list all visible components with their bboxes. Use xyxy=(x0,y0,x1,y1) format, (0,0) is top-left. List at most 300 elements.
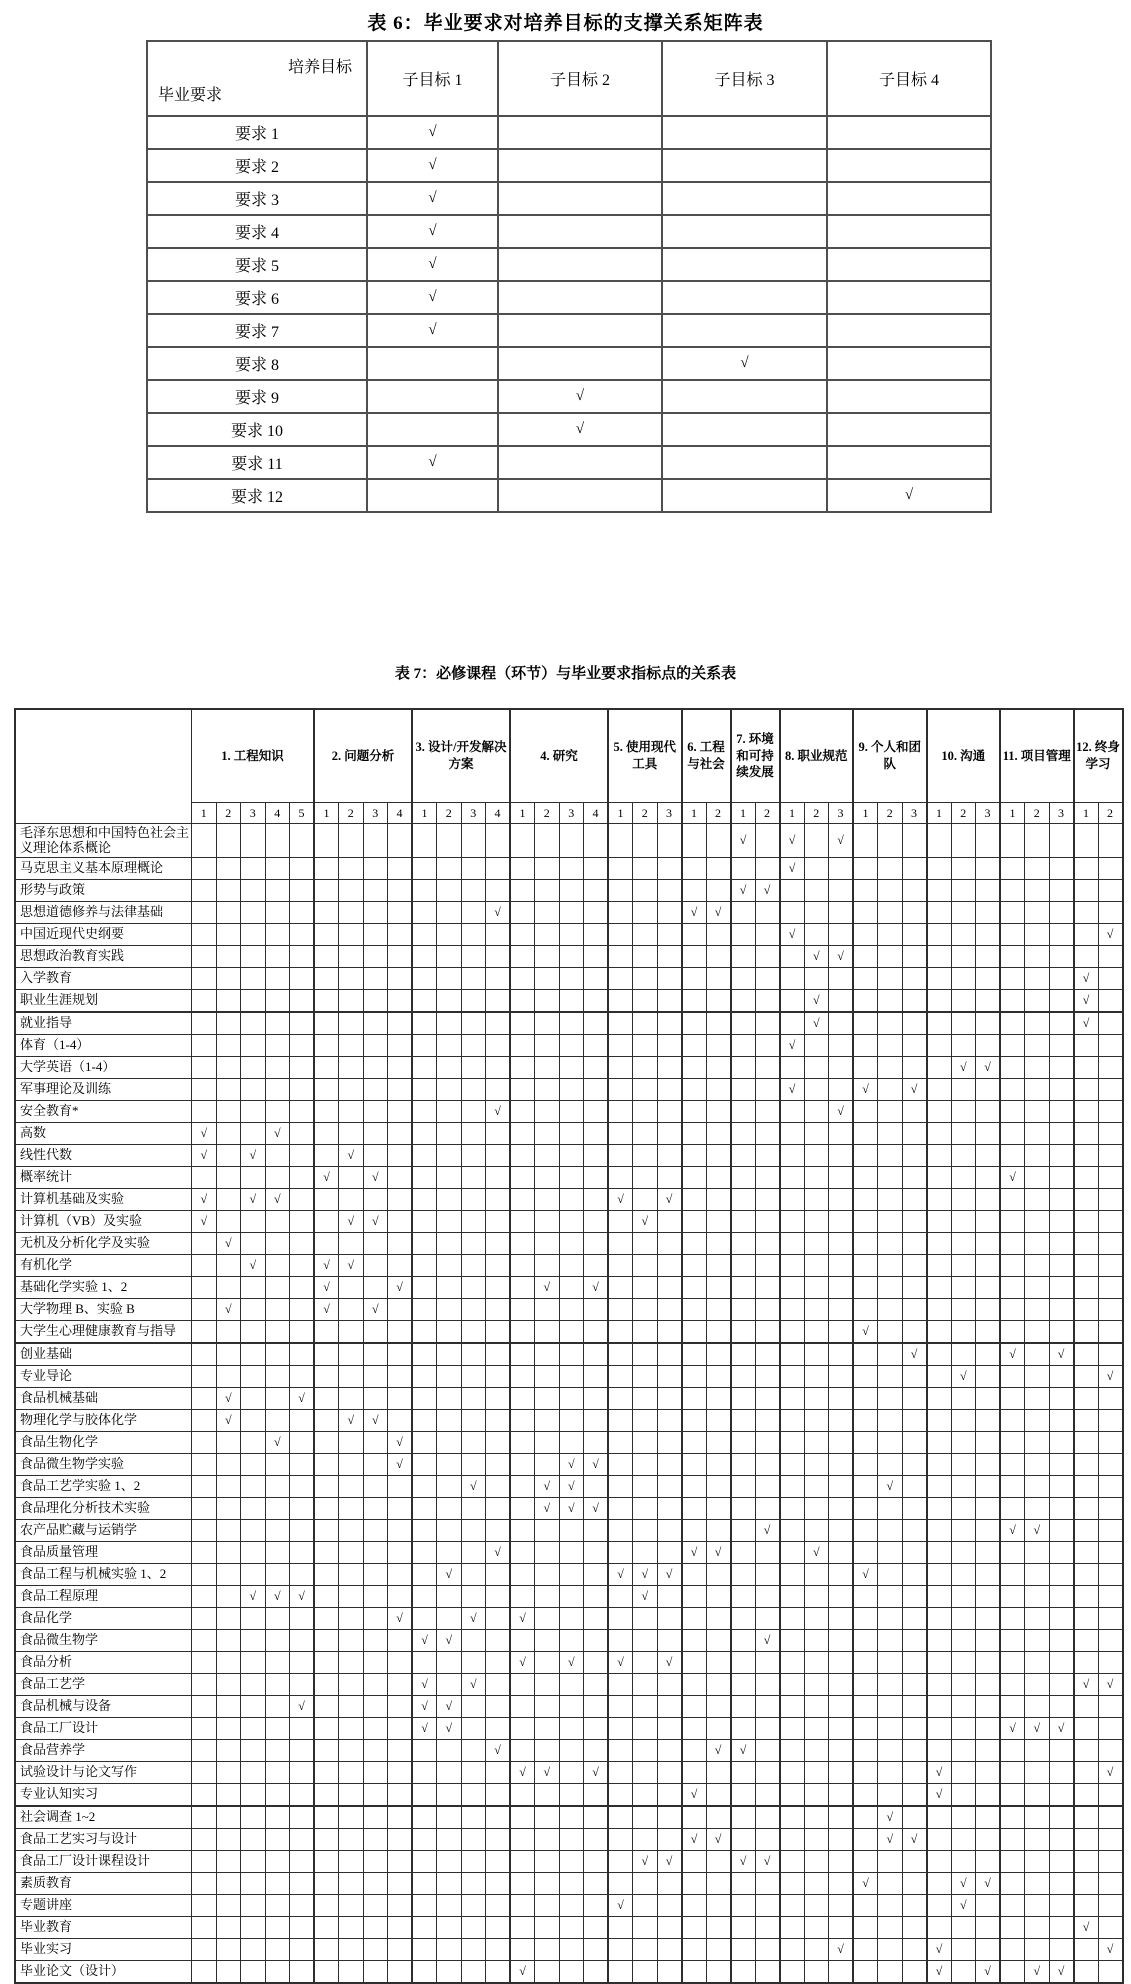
empty-cell xyxy=(804,1916,829,1938)
empty-cell xyxy=(951,1298,976,1320)
empty-cell xyxy=(1000,1960,1025,1983)
empty-cell xyxy=(367,347,498,380)
empty-cell xyxy=(829,1695,854,1717)
empty-cell xyxy=(951,1409,976,1431)
empty-cell xyxy=(878,967,903,989)
group-header: 11. 项目管理 xyxy=(1000,709,1074,803)
empty-cell xyxy=(878,1365,903,1387)
empty-cell xyxy=(731,989,756,1012)
empty-cell xyxy=(1000,879,1025,901)
empty-cell xyxy=(829,1828,854,1850)
empty-cell xyxy=(951,1585,976,1607)
empty-cell xyxy=(265,1629,290,1651)
empty-cell xyxy=(535,1232,560,1254)
empty-cell xyxy=(1000,1188,1025,1210)
empty-cell xyxy=(216,1475,241,1497)
empty-cell xyxy=(657,1695,682,1717)
empty-cell xyxy=(559,1056,584,1078)
table6-row xyxy=(147,281,991,314)
empty-cell xyxy=(584,923,609,945)
empty-cell xyxy=(731,1629,756,1651)
empty-cell xyxy=(731,1409,756,1431)
empty-cell xyxy=(437,1431,462,1453)
subcol-header: 1 xyxy=(192,803,217,824)
empty-cell xyxy=(486,1210,511,1232)
empty-cell xyxy=(388,1254,413,1276)
check-cell: √ xyxy=(662,347,827,380)
empty-cell xyxy=(486,1695,511,1717)
empty-cell xyxy=(265,1056,290,1078)
empty-cell xyxy=(755,1783,780,1806)
check-cell: √ xyxy=(927,1938,952,1960)
empty-cell xyxy=(731,1916,756,1938)
empty-cell xyxy=(657,945,682,967)
empty-cell xyxy=(706,1563,731,1585)
empty-cell xyxy=(853,1100,878,1122)
empty-cell xyxy=(633,1122,658,1144)
empty-cell xyxy=(706,1276,731,1298)
empty-cell xyxy=(388,1695,413,1717)
check-cell: √ xyxy=(216,1232,241,1254)
empty-cell xyxy=(510,1210,535,1232)
empty-cell xyxy=(535,1144,560,1166)
empty-cell xyxy=(902,1034,927,1056)
check-cell: √ xyxy=(437,1629,462,1651)
empty-cell xyxy=(1025,1188,1050,1210)
empty-cell xyxy=(951,1343,976,1366)
empty-cell xyxy=(853,1012,878,1035)
table6-row xyxy=(147,116,991,149)
course-name: 概率统计 xyxy=(15,1166,192,1188)
course-row xyxy=(15,1320,1123,1343)
empty-cell xyxy=(510,1938,535,1960)
empty-cell xyxy=(608,1276,633,1298)
course-row xyxy=(15,1828,1123,1850)
empty-cell xyxy=(535,1078,560,1100)
empty-cell xyxy=(927,1894,952,1916)
course-row xyxy=(15,1629,1123,1651)
empty-cell xyxy=(804,1960,829,1983)
empty-cell xyxy=(927,1144,952,1166)
course-row xyxy=(15,1695,1123,1717)
empty-cell xyxy=(755,857,780,879)
empty-cell xyxy=(1049,945,1074,967)
empty-cell xyxy=(486,1144,511,1166)
empty-cell xyxy=(657,1144,682,1166)
empty-cell xyxy=(706,1365,731,1387)
empty-cell xyxy=(878,1960,903,1983)
empty-cell xyxy=(755,1078,780,1100)
empty-cell xyxy=(216,1254,241,1276)
empty-cell xyxy=(437,1320,462,1343)
empty-cell xyxy=(290,1828,315,1850)
empty-cell xyxy=(290,1563,315,1585)
empty-cell xyxy=(927,1276,952,1298)
table7-group-header-row xyxy=(15,709,1123,803)
empty-cell xyxy=(559,1122,584,1144)
empty-cell xyxy=(584,879,609,901)
empty-cell xyxy=(535,1739,560,1761)
empty-cell xyxy=(927,1320,952,1343)
empty-cell xyxy=(535,857,560,879)
empty-cell xyxy=(265,1872,290,1894)
empty-cell xyxy=(902,1739,927,1761)
empty-cell xyxy=(510,1254,535,1276)
empty-cell xyxy=(192,1673,217,1695)
empty-cell xyxy=(780,1409,805,1431)
empty-cell xyxy=(755,923,780,945)
empty-cell xyxy=(314,879,339,901)
check-cell: √ xyxy=(853,1872,878,1894)
empty-cell xyxy=(1025,1232,1050,1254)
subcol-header: 1 xyxy=(731,803,756,824)
empty-cell xyxy=(216,1012,241,1035)
empty-cell xyxy=(1049,1166,1074,1188)
empty-cell xyxy=(731,1585,756,1607)
check-cell: √ xyxy=(731,1739,756,1761)
empty-cell xyxy=(608,1916,633,1938)
check-cell: √ xyxy=(682,1783,707,1806)
empty-cell xyxy=(1098,1651,1123,1673)
check-cell: √ xyxy=(216,1387,241,1409)
empty-cell xyxy=(412,1806,437,1829)
empty-cell xyxy=(363,1497,388,1519)
empty-cell xyxy=(535,1387,560,1409)
empty-cell xyxy=(192,989,217,1012)
empty-cell xyxy=(192,901,217,923)
empty-cell xyxy=(535,1673,560,1695)
empty-cell xyxy=(388,1056,413,1078)
check-cell: √ xyxy=(1098,1938,1123,1960)
empty-cell xyxy=(682,967,707,989)
empty-cell xyxy=(1098,1320,1123,1343)
empty-cell xyxy=(853,1276,878,1298)
empty-cell xyxy=(363,1034,388,1056)
empty-cell xyxy=(339,1695,364,1717)
empty-cell xyxy=(388,1078,413,1100)
empty-cell xyxy=(927,1585,952,1607)
empty-cell xyxy=(363,901,388,923)
empty-cell xyxy=(216,1607,241,1629)
empty-cell xyxy=(1074,1717,1099,1739)
empty-cell xyxy=(755,1894,780,1916)
check-cell: √ xyxy=(367,182,498,215)
check-cell: √ xyxy=(461,1475,486,1497)
empty-cell xyxy=(363,1739,388,1761)
course-name: 计算机（VB）及实验 xyxy=(15,1210,192,1232)
empty-cell xyxy=(584,1166,609,1188)
empty-cell xyxy=(461,1034,486,1056)
table6-row xyxy=(147,248,991,281)
empty-cell xyxy=(584,1629,609,1651)
check-cell: √ xyxy=(608,1188,633,1210)
empty-cell xyxy=(290,1475,315,1497)
empty-cell xyxy=(706,1166,731,1188)
empty-cell xyxy=(437,1651,462,1673)
empty-cell xyxy=(412,1298,437,1320)
empty-cell xyxy=(755,1806,780,1829)
empty-cell xyxy=(633,1431,658,1453)
empty-cell xyxy=(608,1320,633,1343)
empty-cell xyxy=(510,1673,535,1695)
empty-cell xyxy=(755,824,780,858)
empty-cell xyxy=(927,1717,952,1739)
empty-cell xyxy=(339,1122,364,1144)
empty-cell xyxy=(902,1651,927,1673)
empty-cell xyxy=(559,1188,584,1210)
empty-cell xyxy=(339,1850,364,1872)
empty-cell xyxy=(584,1651,609,1673)
subcol-header: 2 xyxy=(535,803,560,824)
empty-cell xyxy=(412,1607,437,1629)
empty-cell xyxy=(878,824,903,858)
empty-cell xyxy=(927,923,952,945)
empty-cell xyxy=(559,1431,584,1453)
empty-cell xyxy=(902,1607,927,1629)
empty-cell xyxy=(192,1783,217,1806)
empty-cell xyxy=(290,1783,315,1806)
check-cell: √ xyxy=(755,1850,780,1872)
empty-cell xyxy=(216,1960,241,1983)
empty-cell xyxy=(682,857,707,879)
empty-cell xyxy=(461,1365,486,1387)
empty-cell xyxy=(878,1210,903,1232)
empty-cell xyxy=(265,1850,290,1872)
empty-cell xyxy=(241,1431,266,1453)
course-row xyxy=(15,1012,1123,1035)
empty-cell xyxy=(339,1056,364,1078)
empty-cell xyxy=(388,1761,413,1783)
empty-cell xyxy=(829,1343,854,1366)
empty-cell xyxy=(388,1409,413,1431)
empty-cell xyxy=(216,901,241,923)
empty-cell xyxy=(731,1144,756,1166)
course-name: 思想道德修养与法律基础 xyxy=(15,901,192,923)
empty-cell xyxy=(290,1629,315,1651)
empty-cell xyxy=(1049,1673,1074,1695)
course-row xyxy=(15,1343,1123,1366)
empty-cell xyxy=(216,1541,241,1563)
empty-cell xyxy=(682,1387,707,1409)
empty-cell xyxy=(927,1166,952,1188)
check-cell: √ xyxy=(388,1607,413,1629)
empty-cell xyxy=(265,1210,290,1232)
empty-cell xyxy=(265,1806,290,1829)
empty-cell xyxy=(412,1938,437,1960)
empty-cell xyxy=(682,1144,707,1166)
empty-cell xyxy=(314,1100,339,1122)
empty-cell xyxy=(976,1761,1001,1783)
empty-cell xyxy=(682,1100,707,1122)
empty-cell xyxy=(265,1563,290,1585)
empty-cell xyxy=(314,1960,339,1983)
empty-cell xyxy=(241,1034,266,1056)
empty-cell xyxy=(927,1387,952,1409)
empty-cell xyxy=(976,879,1001,901)
empty-cell xyxy=(461,1563,486,1585)
check-cell: √ xyxy=(902,1078,927,1100)
empty-cell xyxy=(1049,1276,1074,1298)
empty-cell xyxy=(878,1761,903,1783)
empty-cell xyxy=(951,1828,976,1850)
empty-cell xyxy=(829,1078,854,1100)
empty-cell xyxy=(976,1365,1001,1387)
empty-cell xyxy=(657,1607,682,1629)
check-cell: √ xyxy=(731,824,756,858)
course-row xyxy=(15,1541,1123,1563)
course-name: 专题讲座 xyxy=(15,1894,192,1916)
empty-cell xyxy=(657,1783,682,1806)
empty-cell xyxy=(486,857,511,879)
check-cell: √ xyxy=(314,1298,339,1320)
check-cell: √ xyxy=(731,879,756,901)
empty-cell xyxy=(290,1320,315,1343)
check-cell: √ xyxy=(265,1122,290,1144)
empty-cell xyxy=(902,1563,927,1585)
check-cell: √ xyxy=(1025,1519,1050,1541)
empty-cell xyxy=(314,1872,339,1894)
empty-cell xyxy=(216,1519,241,1541)
empty-cell xyxy=(412,1144,437,1166)
empty-cell xyxy=(1098,1541,1123,1563)
check-cell: √ xyxy=(367,314,498,347)
empty-cell xyxy=(878,1166,903,1188)
empty-cell xyxy=(927,857,952,879)
check-cell: √ xyxy=(265,1585,290,1607)
empty-cell xyxy=(314,857,339,879)
empty-cell xyxy=(1049,1254,1074,1276)
empty-cell xyxy=(608,1298,633,1320)
empty-cell xyxy=(682,1695,707,1717)
empty-cell xyxy=(853,1475,878,1497)
empty-cell xyxy=(731,1497,756,1519)
empty-cell xyxy=(657,1585,682,1607)
empty-cell xyxy=(388,1034,413,1056)
empty-cell xyxy=(1049,1475,1074,1497)
empty-cell xyxy=(412,1497,437,1519)
empty-cell xyxy=(363,1828,388,1850)
empty-cell xyxy=(657,1673,682,1695)
empty-cell xyxy=(241,1872,266,1894)
empty-cell xyxy=(388,989,413,1012)
empty-cell xyxy=(412,1012,437,1035)
empty-cell xyxy=(584,1320,609,1343)
empty-cell xyxy=(510,901,535,923)
empty-cell xyxy=(461,967,486,989)
check-cell: √ xyxy=(367,215,498,248)
empty-cell xyxy=(486,1453,511,1475)
empty-cell xyxy=(559,1254,584,1276)
check-cell: √ xyxy=(535,1276,560,1298)
empty-cell xyxy=(706,1298,731,1320)
empty-cell xyxy=(853,1761,878,1783)
empty-cell xyxy=(682,1717,707,1739)
empty-cell xyxy=(755,989,780,1012)
empty-cell xyxy=(412,879,437,901)
empty-cell xyxy=(1025,1828,1050,1850)
empty-cell xyxy=(976,1232,1001,1254)
empty-cell xyxy=(633,1166,658,1188)
empty-cell xyxy=(559,1100,584,1122)
empty-cell xyxy=(535,1166,560,1188)
empty-cell xyxy=(902,1960,927,1983)
empty-cell xyxy=(339,1453,364,1475)
empty-cell xyxy=(706,1519,731,1541)
empty-cell xyxy=(682,1276,707,1298)
empty-cell xyxy=(388,1343,413,1366)
empty-cell xyxy=(584,1078,609,1100)
empty-cell xyxy=(608,1210,633,1232)
empty-cell xyxy=(682,1056,707,1078)
empty-cell xyxy=(1049,1144,1074,1166)
course-row xyxy=(15,1563,1123,1585)
empty-cell xyxy=(1049,1409,1074,1431)
empty-cell xyxy=(314,1563,339,1585)
course-row xyxy=(15,1210,1123,1232)
empty-cell xyxy=(461,1056,486,1078)
empty-cell xyxy=(878,1100,903,1122)
empty-cell xyxy=(339,879,364,901)
empty-cell xyxy=(216,1453,241,1475)
empty-cell xyxy=(461,901,486,923)
empty-cell xyxy=(804,1188,829,1210)
empty-cell xyxy=(412,1188,437,1210)
empty-cell xyxy=(827,182,991,215)
empty-cell xyxy=(290,1365,315,1387)
empty-cell xyxy=(608,1409,633,1431)
course-name: 食品化学 xyxy=(15,1607,192,1629)
empty-cell xyxy=(535,1453,560,1475)
empty-cell xyxy=(804,1629,829,1651)
subcol-header: 3 xyxy=(902,803,927,824)
empty-cell xyxy=(878,1232,903,1254)
empty-cell xyxy=(682,1232,707,1254)
empty-cell xyxy=(192,1409,217,1431)
empty-cell xyxy=(192,857,217,879)
empty-cell xyxy=(216,1828,241,1850)
empty-cell xyxy=(804,1122,829,1144)
empty-cell xyxy=(339,1298,364,1320)
empty-cell xyxy=(827,116,991,149)
empty-cell xyxy=(584,1585,609,1607)
empty-cell xyxy=(241,857,266,879)
empty-cell xyxy=(633,824,658,858)
empty-cell xyxy=(755,1916,780,1938)
check-cell: √ xyxy=(1000,1343,1025,1366)
empty-cell xyxy=(951,1122,976,1144)
empty-cell xyxy=(535,1122,560,1144)
empty-cell xyxy=(951,1607,976,1629)
empty-cell xyxy=(388,1497,413,1519)
check-cell: √ xyxy=(461,1673,486,1695)
empty-cell xyxy=(682,1651,707,1673)
empty-cell xyxy=(976,1695,1001,1717)
empty-cell xyxy=(437,1894,462,1916)
check-cell: √ xyxy=(367,149,498,182)
subcol-header: 2 xyxy=(1025,803,1050,824)
empty-cell xyxy=(437,1056,462,1078)
check-cell: √ xyxy=(265,1431,290,1453)
empty-cell xyxy=(584,1100,609,1122)
course-row xyxy=(15,1585,1123,1607)
check-cell: √ xyxy=(657,1563,682,1585)
empty-cell xyxy=(853,879,878,901)
empty-cell xyxy=(1000,1916,1025,1938)
empty-cell xyxy=(780,1365,805,1387)
empty-cell xyxy=(608,1431,633,1453)
empty-cell xyxy=(1098,1894,1123,1916)
subcol-header: 2 xyxy=(1098,803,1123,824)
